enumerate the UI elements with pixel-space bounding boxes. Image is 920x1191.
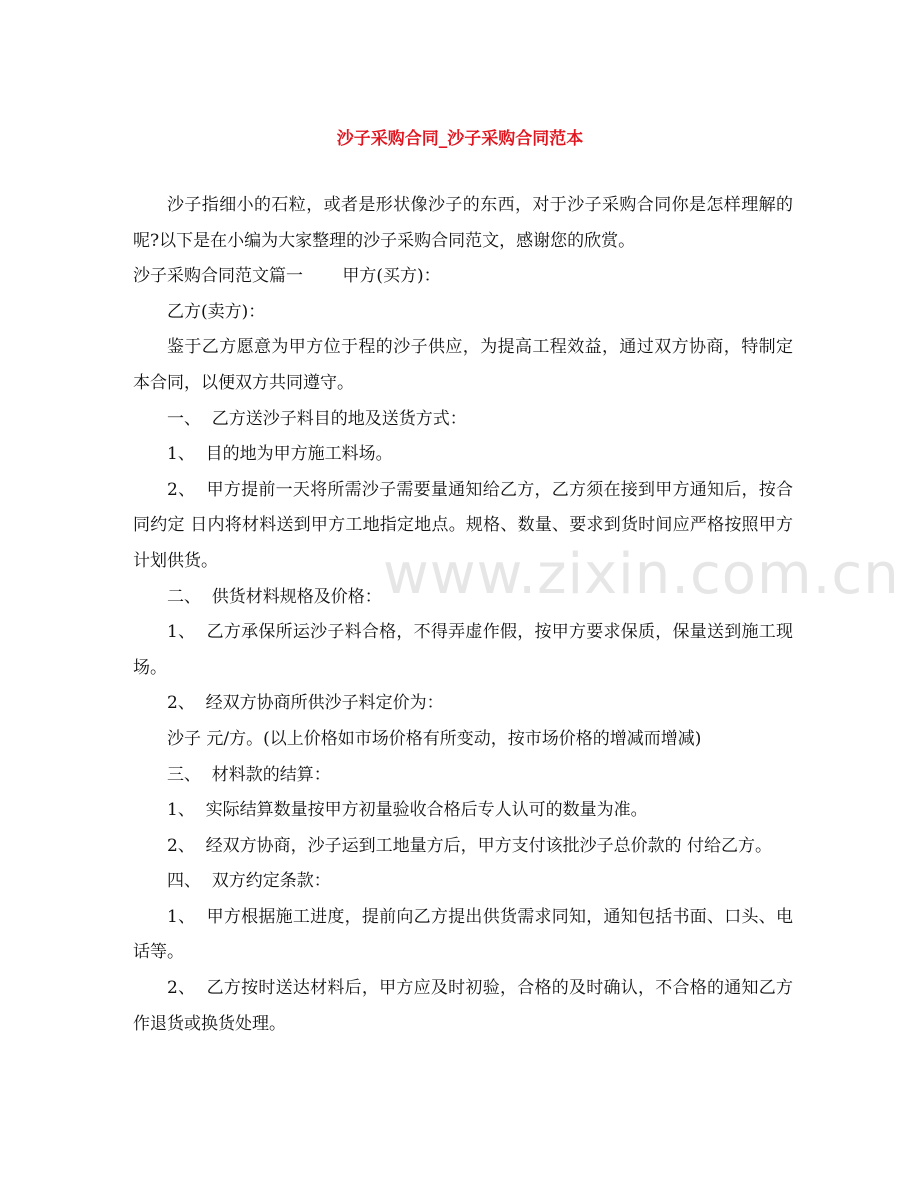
- price-line: 沙子 元/方。(以上价格如市场价格有所变动，按市场价格的增减而增减): [167, 728, 702, 749]
- section-4-heading: 四、 双方约定条款：: [167, 871, 331, 892]
- preamble-paragraph: 鉴于乙方愿意为甲方位于程的沙子供应，为提高工程效益，通过双方协商，特制定本合同，以便双方共同遵守。: [133, 337, 793, 393]
- section-2-heading: 二、 供货材料规格及价格：: [167, 586, 382, 607]
- section-3-item-1: 1、 实际结算数量按甲方初量验收合格后专人认可的数量为准。: [167, 800, 648, 821]
- party-b-line: 乙方(卖方)：: [167, 301, 266, 322]
- section-1-item-1: 1、 目的地为甲方施工料场。: [167, 444, 393, 465]
- section-1-item-2: 2、 甲方提前一天将所需沙子需要量通知给乙方，乙方须在接到甲方通知后，按合同约定 日内将材料送到甲方工地指定地点。规格、数量、要求到货时间应严格按照甲方计划供货。: [133, 479, 793, 571]
- section-1-heading: 一、 乙方送沙子料目的地及送货方式：: [167, 408, 467, 429]
- section-2-item-2: 2、 经双方协商所供沙子料定价为：: [167, 693, 444, 714]
- contract-heading-party-a: 沙子采购合同范文篇一 甲方(买方)：: [133, 266, 441, 287]
- section-4-item-2: 2、 乙方按时送达材料后，甲方应及时初验，合格的及时确认，不合格的通知乙方作退货或换货处理。: [133, 978, 793, 1034]
- watermark-text: www.zixin.com.cn: [383, 542, 900, 607]
- section-2-item-1: 1、 乙方承保所运沙子料合格，不得弄虚作假，按甲方要求保质，保量送到施工现场。: [133, 622, 793, 678]
- intro-paragraph: 沙子指细小的石粒，或者是形状像沙子的东西，对于沙子采购合同你是怎样理解的呢?以下是在小编为大家整理的沙子采购合同范文，感谢您的欣赏。: [133, 195, 793, 251]
- document-title: 沙子采购合同_沙子采购合同范本: [336, 129, 584, 149]
- section-3-item-2: 2、 经双方协商，沙子运到工地量方后，甲方支付该批沙子总价款的 付给乙方。: [167, 835, 773, 856]
- document-body: [133, 188, 793, 1042]
- section-3-heading: 三、 材料款的结算：: [167, 764, 331, 785]
- section-4-item-1: 1、 甲方根据施工进度，提前向乙方提出供货需求同知，通知包括书面、口头、电话等。: [133, 906, 793, 963]
